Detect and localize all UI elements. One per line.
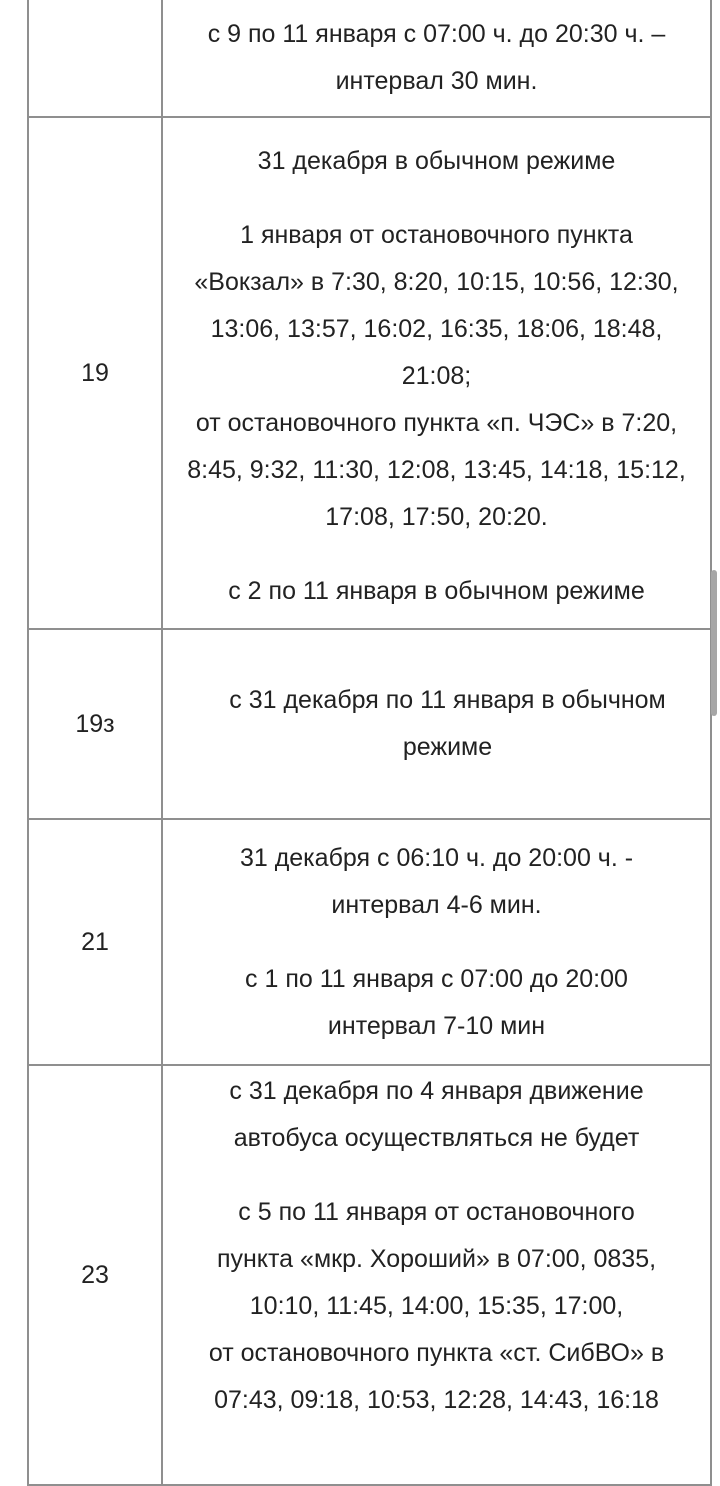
table-row (28, 117, 711, 629)
schedule-paragraph: с 1 по 11 января с 07:00 до 20:00 интервал 7-10 мин (245, 964, 628, 1040)
schedule-paragraph: с 31 декабря по 4 января движение автобуса осуществляться не будет (229, 1077, 644, 1152)
route-number-cell: 23 (28, 1065, 162, 1485)
table-row (28, 629, 711, 819)
schedule-paragraph: с 5 по 11 января от остановочного пункта «мкр. Хороший» в 07:00, 0835, 10:10, 11:45, 14:00, 15:35, 17:00, от остановочного пункта «ст. СибВО» в 07:43, 09:18, 10:53, 12:28, 14:43, 16:18 (208, 1198, 665, 1414)
schedule-paragraph: 31 декабря с 06:10 ч. до 20:00 ч. - интервал 4-6 мин. (239, 843, 634, 919)
schedule-cell (162, 0, 711, 117)
route-number-cell: 19з (28, 629, 162, 819)
schedule-paragraph: с 9 по 11 января с 07:00 ч. до 20:30 ч. – интервал 30 мин. (207, 20, 666, 95)
route-number-cell: 21 (28, 819, 162, 1065)
table-row (28, 819, 711, 1065)
schedule-cell (162, 1065, 711, 1485)
route-number-cell: 19 (28, 117, 162, 629)
schedule-paragraph: 1 января от остановочного пункта «Вокзал» в 7:30, 8:20, 10:15, 10:56, 12:30, 13:06, 13:57, 16:02, 16:35, 18:06, 18:48, 21:08; от остановочного пункта «п. ЧЭС» в 7:20, 8:45, 9:32, 11:30, 12:08, 13:45, 14:18, 15:12, 17:08, 17:50, 20:20. (187, 220, 686, 531)
schedule-paragraph: с 2 по 11 января в обычном режиме (228, 576, 645, 605)
route-number-cell (28, 0, 162, 117)
schedule-cell (162, 117, 711, 629)
schedule-cell (162, 629, 711, 819)
schedule-paragraph: 31 декабря в обычном режиме (257, 146, 616, 175)
schedule-paragraph (163, 630, 710, 818)
schedule-table (27, 0, 712, 1486)
scrollbar-thumb[interactable] (711, 570, 717, 716)
schedule-cell (162, 819, 711, 1065)
table-row (28, 1065, 711, 1485)
table-row (28, 0, 711, 117)
schedule-line: с 31 декабря по 11 января в обычном режиме (229, 686, 666, 761)
